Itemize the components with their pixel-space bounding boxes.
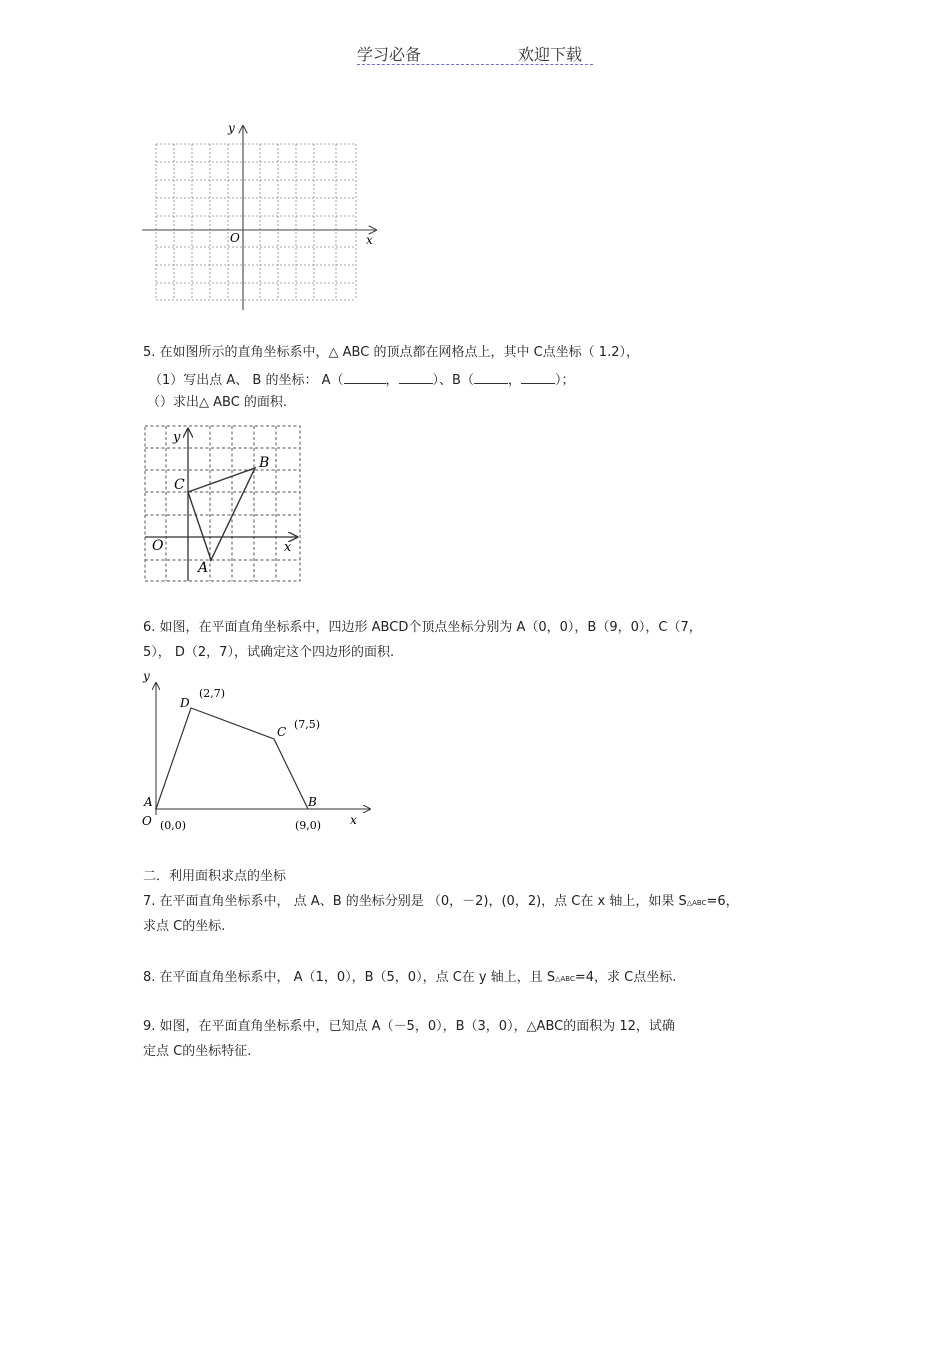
q5-line2: （1）写出点 A、 B 的坐标： A（ ， ）、B（ ， ）； xyxy=(149,370,574,389)
header-left: 学习必备 xyxy=(357,45,422,64)
grid-lines xyxy=(145,426,300,581)
triangle-abc xyxy=(188,468,255,560)
quadrilateral-abcd-figure xyxy=(138,665,378,840)
blank-bx xyxy=(474,370,508,384)
triangle-abc-figure xyxy=(140,420,310,585)
y-axis-label: y xyxy=(143,669,150,683)
q9-line2: 定点 C的坐标特征. xyxy=(143,1044,252,1059)
blank-ay xyxy=(399,370,433,384)
x-axis-label: x xyxy=(350,813,357,827)
coord-label-c: (7,5) xyxy=(294,718,321,731)
q7-line2: 求点 C的坐标. xyxy=(143,919,226,934)
header-underline xyxy=(357,64,593,65)
q7-line1: 7. 在平面直角坐标系中， 点 A、B 的坐标分别是 （0，－2)，(0，2)，点 C在 x 轴上，如果 S△ABC=6， xyxy=(143,894,739,909)
section-title: 二．利用面积求点的坐标 xyxy=(143,869,287,884)
vertex-label-a: A xyxy=(198,560,209,576)
coord-label-b: (9,0) xyxy=(295,819,322,832)
q6-line2: 5）， D（2，7），试确定这个四边形的面积. xyxy=(143,645,395,660)
grid-lines xyxy=(156,144,356,300)
q5-line3: （）求出△ ABC 的面积. xyxy=(147,395,288,410)
vertex-label-c: C xyxy=(277,725,287,739)
blank-ax xyxy=(344,370,386,384)
vertex-label-b: B xyxy=(308,795,317,809)
origin-label: O xyxy=(230,231,240,245)
x-axis-label: x xyxy=(366,233,373,247)
origin-label: O xyxy=(152,538,164,554)
q8-line: 8. 在平面直角坐标系中， A（1，0），B（5，0），点 C在 y 轴上，且 S△ABC=4，求 C点坐标. xyxy=(143,970,677,985)
q9-line1: 9. 如图，在平面直角坐标系中，已知点 A（－5，0），B（3，0），△ABC的面积为 12，试确 xyxy=(143,1019,675,1034)
vertex-label-b: B xyxy=(259,455,270,471)
x-axis-label: x xyxy=(284,540,292,555)
vertex-label-a: A xyxy=(144,795,153,809)
q5-line1: 5. 在如图所示的直角坐标系中，△ ABC 的顶点都在网格点上，其中 C点坐标（ 1.2）， xyxy=(143,345,639,360)
coord-label-d: (2,7) xyxy=(199,687,226,700)
coordinate-grid-figure xyxy=(140,118,385,318)
coord-label-a: (0,0) xyxy=(160,819,187,832)
y-axis-label: y xyxy=(228,121,235,135)
quadrilateral-abcd xyxy=(156,708,308,809)
q6-line1: 6. 如图，在平面直角坐标系中，四边形 ABCD个顶点坐标分别为 A（0，0），B（9，0），C（7， xyxy=(143,620,702,635)
header-right: 欢迎下载 xyxy=(518,45,583,64)
blank-by xyxy=(521,370,555,384)
vertex-label-c: C xyxy=(174,477,185,493)
origin-label: O xyxy=(142,814,152,828)
y-axis-label: y xyxy=(173,430,181,445)
vertex-label-d: D xyxy=(180,696,190,710)
